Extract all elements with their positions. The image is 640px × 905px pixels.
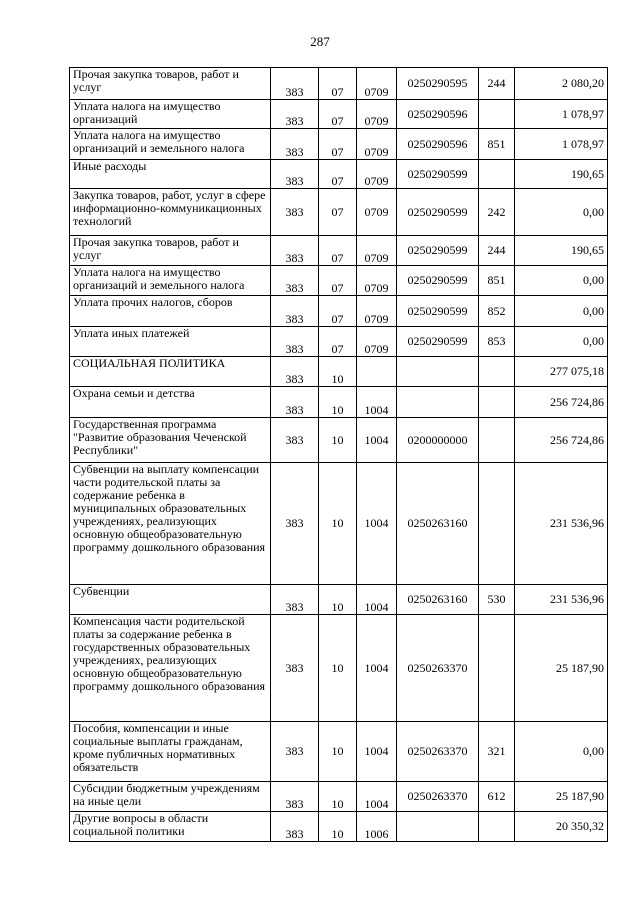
amount-cell: 0,00 xyxy=(515,266,608,296)
row-name-cell: Субсидии бюджетным учреждениям на иные цели xyxy=(70,782,271,812)
expense-type-cell xyxy=(479,615,515,722)
amount-cell: 277 075,18 xyxy=(515,357,608,387)
section-code-cell: 07 xyxy=(319,100,357,129)
ved-code-cell: 383 xyxy=(271,160,319,189)
section-code-cell: 10 xyxy=(319,782,357,812)
section-code-cell: 10 xyxy=(319,585,357,615)
table-row xyxy=(70,100,608,129)
section-code-cell: 07 xyxy=(319,266,357,296)
target-article-cell: 0250290599 xyxy=(397,160,479,189)
expense-type-cell: 853 xyxy=(479,327,515,357)
target-article-cell: 0200000000 xyxy=(397,418,479,463)
amount-cell: 2 080,20 xyxy=(515,68,608,100)
target-article-cell xyxy=(397,387,479,418)
amount-cell: 25 187,90 xyxy=(515,615,608,722)
section-code-cell: 10 xyxy=(319,418,357,463)
expense-type-cell: 851 xyxy=(479,129,515,160)
expense-type-cell xyxy=(479,387,515,418)
subsection-code-cell: 1004 xyxy=(357,418,397,463)
expense-type-cell: 852 xyxy=(479,296,515,327)
section-code-cell: 07 xyxy=(319,236,357,266)
subsection-code-cell: 1004 xyxy=(357,463,397,585)
section-code-cell: 10 xyxy=(319,463,357,585)
subsection-code-cell: 1004 xyxy=(357,615,397,722)
row-name-cell: Уплата налога на имущество организаций xyxy=(70,100,271,129)
amount-cell: 256 724,86 xyxy=(515,418,608,463)
ved-code-cell: 383 xyxy=(271,68,319,100)
target-article-cell: 0250290599 xyxy=(397,189,479,236)
subsection-code-cell: 1006 xyxy=(357,812,397,842)
table-row xyxy=(70,782,608,812)
subsection-code-cell: 0709 xyxy=(357,266,397,296)
ved-code-cell: 383 xyxy=(271,782,319,812)
subsection-code-cell: 0709 xyxy=(357,236,397,266)
subsection-code-cell xyxy=(357,357,397,387)
expense-type-cell: 244 xyxy=(479,68,515,100)
table-row xyxy=(70,327,608,357)
expense-type-cell xyxy=(479,160,515,189)
table-row xyxy=(70,463,608,585)
ved-code-cell: 383 xyxy=(271,585,319,615)
table-row xyxy=(70,266,608,296)
target-article-cell: 0250290596 xyxy=(397,100,479,129)
row-name-cell: Прочая закупка товаров, работ и услуг xyxy=(70,68,271,100)
ved-code-cell: 383 xyxy=(271,100,319,129)
table-row xyxy=(70,387,608,418)
row-name-cell: Уплата налога на имущество организаций и земельного налога xyxy=(70,129,271,160)
amount-cell: 25 187,90 xyxy=(515,782,608,812)
ved-code-cell: 383 xyxy=(271,418,319,463)
row-name-cell: Иные расходы xyxy=(70,160,271,189)
table-row xyxy=(70,722,608,782)
section-code-cell: 10 xyxy=(319,615,357,722)
amount-cell: 190,65 xyxy=(515,160,608,189)
row-name-cell: Уплата иных платежей xyxy=(70,327,271,357)
ved-code-cell: 383 xyxy=(271,357,319,387)
row-name-cell: СОЦИАЛЬНАЯ ПОЛИТИКА xyxy=(70,357,271,387)
ved-code-cell: 383 xyxy=(271,129,319,160)
target-article-cell: 0250290595 xyxy=(397,68,479,100)
section-code-cell: 07 xyxy=(319,129,357,160)
ved-code-cell: 383 xyxy=(271,236,319,266)
amount-cell: 231 536,96 xyxy=(515,585,608,615)
section-code-cell: 07 xyxy=(319,160,357,189)
expense-type-cell: 851 xyxy=(479,266,515,296)
target-article-cell: 0250290599 xyxy=(397,327,479,357)
page-number: 287 xyxy=(310,34,330,49)
ved-code-cell: 383 xyxy=(271,266,319,296)
table-row xyxy=(70,296,608,327)
row-name-cell: Субвенции на выплату компенсации части родительской платы за содержание ребенка в муниципальных образовательных учреждениях, реализующих основную общеобразовательную программу дошкольного образования xyxy=(70,463,271,585)
row-name-cell: Уплата прочих налогов, сборов xyxy=(70,296,271,327)
subsection-code-cell: 1004 xyxy=(357,782,397,812)
row-name-cell: Охрана семьи и детства xyxy=(70,387,271,418)
table-row xyxy=(70,615,608,722)
section-code-cell: 07 xyxy=(319,296,357,327)
expense-type-cell: 244 xyxy=(479,236,515,266)
section-code-cell: 10 xyxy=(319,722,357,782)
amount-cell: 0,00 xyxy=(515,327,608,357)
amount-cell: 0,00 xyxy=(515,722,608,782)
table-row xyxy=(70,129,608,160)
amount-cell: 20 350,32 xyxy=(515,812,608,842)
target-article-cell: 0250290599 xyxy=(397,266,479,296)
table-row xyxy=(70,357,608,387)
expense-type-cell xyxy=(479,463,515,585)
target-article-cell: 0250263370 xyxy=(397,782,479,812)
expense-type-cell xyxy=(479,418,515,463)
subsection-code-cell: 1004 xyxy=(357,585,397,615)
ved-code-cell: 383 xyxy=(271,812,319,842)
table-row xyxy=(70,812,608,842)
subsection-code-cell: 0709 xyxy=(357,327,397,357)
target-article-cell: 0250290599 xyxy=(397,236,479,266)
target-article-cell: 0250290599 xyxy=(397,296,479,327)
ved-code-cell: 383 xyxy=(271,463,319,585)
amount-cell: 190,65 xyxy=(515,236,608,266)
subsection-code-cell: 0709 xyxy=(357,129,397,160)
subsection-code-cell: 0709 xyxy=(357,296,397,327)
table-row xyxy=(70,585,608,615)
subsection-code-cell: 0709 xyxy=(357,160,397,189)
budget-table-body xyxy=(70,68,608,842)
target-article-cell: 0250263370 xyxy=(397,615,479,722)
amount-cell: 0,00 xyxy=(515,189,608,236)
row-name-cell: Уплата налога на имущество организаций и земельного налога xyxy=(70,266,271,296)
expense-type-cell: 530 xyxy=(479,585,515,615)
row-name-cell: Компенсация части родительской платы за содержание ребенка в государственных образовательных учреждениях, реализующих основную общеобразовательную программу дошкольного образования xyxy=(70,615,271,722)
budget-table xyxy=(69,67,608,842)
ved-code-cell: 383 xyxy=(271,296,319,327)
amount-cell: 1 078,97 xyxy=(515,129,608,160)
section-code-cell: 10 xyxy=(319,812,357,842)
subsection-code-cell: 0709 xyxy=(357,189,397,236)
ved-code-cell: 383 xyxy=(271,615,319,722)
subsection-code-cell: 1004 xyxy=(357,722,397,782)
expense-type-cell xyxy=(479,812,515,842)
section-code-cell: 07 xyxy=(319,327,357,357)
row-name-cell: Субвенции xyxy=(70,585,271,615)
target-article-cell: 0250263370 xyxy=(397,722,479,782)
subsection-code-cell: 0709 xyxy=(357,68,397,100)
section-code-cell: 10 xyxy=(319,357,357,387)
target-article-cell xyxy=(397,357,479,387)
table-row xyxy=(70,236,608,266)
target-article-cell: 0250290596 xyxy=(397,129,479,160)
target-article-cell: 0250263160 xyxy=(397,463,479,585)
target-article-cell: 0250263160 xyxy=(397,585,479,615)
ved-code-cell: 383 xyxy=(271,722,319,782)
table-row xyxy=(70,160,608,189)
target-article-cell xyxy=(397,812,479,842)
expense-type-cell: 612 xyxy=(479,782,515,812)
expense-type-cell xyxy=(479,357,515,387)
row-name-cell: Пособия, компенсации и иные социальные выплаты гражданам, кроме публичных нормативных обязательств xyxy=(70,722,271,782)
ved-code-cell: 383 xyxy=(271,327,319,357)
amount-cell: 256 724,86 xyxy=(515,387,608,418)
amount-cell: 231 536,96 xyxy=(515,463,608,585)
section-code-cell: 10 xyxy=(319,387,357,418)
ved-code-cell: 383 xyxy=(271,387,319,418)
expense-type-cell xyxy=(479,100,515,129)
expense-type-cell: 242 xyxy=(479,189,515,236)
ved-code-cell: 383 xyxy=(271,189,319,236)
row-name-cell: Прочая закупка товаров, работ и услуг xyxy=(70,236,271,266)
row-name-cell: Другие вопросы в области социальной политики xyxy=(70,812,271,842)
subsection-code-cell: 0709 xyxy=(357,100,397,129)
expense-type-cell: 321 xyxy=(479,722,515,782)
table-row xyxy=(70,418,608,463)
row-name-cell: Государственная программа "Развитие образования Чеченской Республики" xyxy=(70,418,271,463)
section-code-cell: 07 xyxy=(319,68,357,100)
table-row xyxy=(70,189,608,236)
amount-cell: 1 078,97 xyxy=(515,100,608,129)
table-row xyxy=(70,68,608,100)
amount-cell: 0,00 xyxy=(515,296,608,327)
row-name-cell: Закупка товаров, работ, услуг в сфере информационно-коммуникационных технологий xyxy=(70,189,271,236)
subsection-code-cell: 1004 xyxy=(357,387,397,418)
section-code-cell: 07 xyxy=(319,189,357,236)
